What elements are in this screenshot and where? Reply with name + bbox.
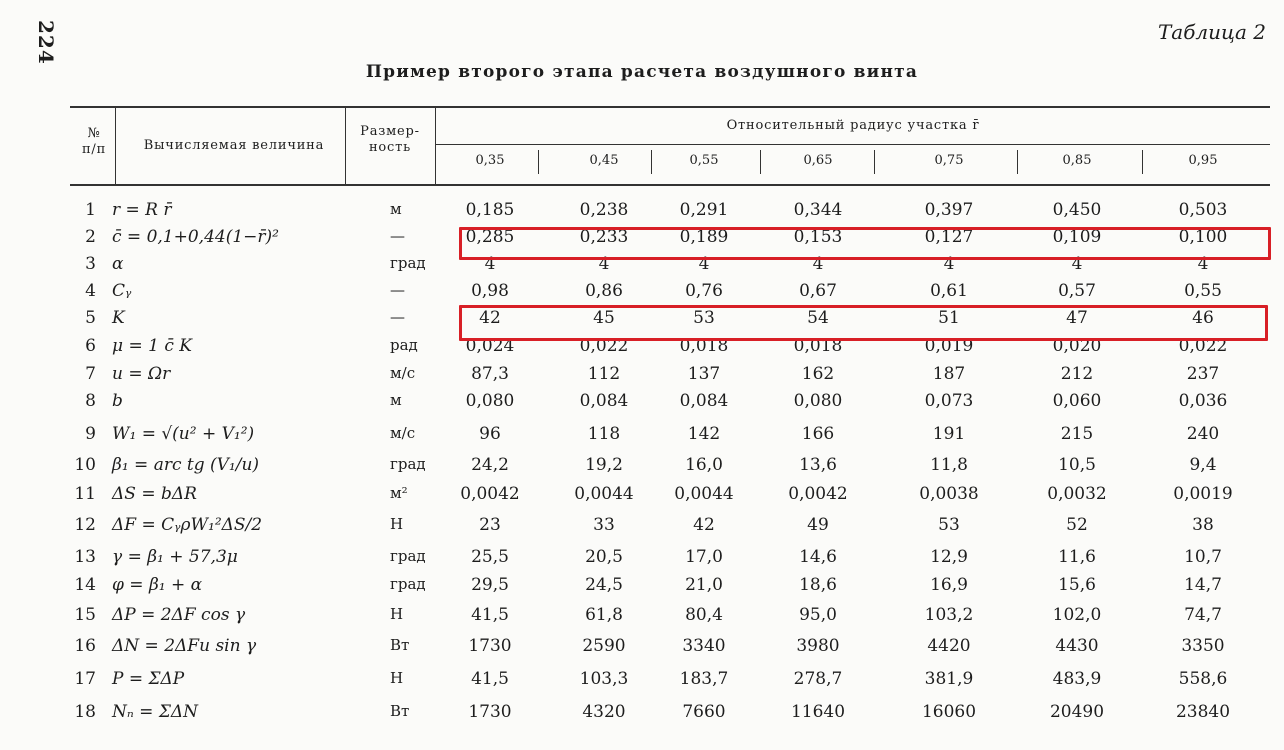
row-number: 13: [74, 547, 96, 567]
table-cell: 4: [1071, 254, 1083, 274]
table-cell: 137: [687, 364, 721, 384]
table-cell: 24,5: [585, 575, 623, 595]
table-cell: 0,185: [465, 200, 515, 220]
row-unit: м²: [390, 484, 408, 502]
table-cell: 103,3: [579, 669, 629, 689]
table-cell: 0,080: [465, 391, 515, 411]
table-cell: 142: [687, 424, 721, 444]
table-cell: 0,020: [1052, 336, 1102, 356]
row-formula: r = R r̄: [112, 200, 172, 220]
header-quantity: Вычисляемая величина: [143, 138, 325, 153]
row-number: 3: [85, 254, 96, 274]
table-cell: 0,76: [685, 281, 723, 301]
row-formula: ΔS = bΔR: [112, 484, 197, 504]
table-cell: 10,5: [1058, 455, 1096, 475]
table-cell: 0,019: [924, 336, 974, 356]
radius-header-0: 0,35: [475, 153, 505, 168]
table-row: [0, 424, 1284, 451]
header-bottom-rule: [70, 184, 1270, 186]
table-cell: 12,9: [930, 547, 968, 567]
table-cell: 0,073: [924, 391, 974, 411]
table-cell: 15,6: [1058, 575, 1096, 595]
table-cell: 237: [1186, 364, 1220, 384]
table-cell: 1730: [468, 702, 512, 722]
table-cell: 0,0044: [674, 484, 734, 504]
table-cell: 11,8: [930, 455, 968, 475]
table-cell: 0,109: [1052, 227, 1102, 247]
table-cell: 0,153: [793, 227, 843, 247]
table-cell: 0,0038: [919, 484, 979, 504]
table-cell: 52: [1066, 515, 1088, 535]
table-label: Таблица 2: [1157, 20, 1266, 44]
header-no: № п/п: [81, 126, 107, 157]
row-unit: град: [390, 575, 426, 593]
row-unit: град: [390, 455, 426, 473]
table-cell: 53: [938, 515, 960, 535]
table-cell: 0,127: [924, 227, 974, 247]
table-row: [0, 636, 1284, 663]
table-cell: 103,2: [924, 605, 974, 625]
table-title: Пример второго этапа расчета воздушного винта: [365, 62, 919, 82]
radius-divider-3: [874, 150, 875, 174]
table-row: [0, 455, 1284, 482]
table-cell: 558,6: [1178, 669, 1228, 689]
table-cell: 0,397: [924, 200, 974, 220]
table-cell: 20490: [1049, 702, 1105, 722]
table-cell: 2590: [582, 636, 626, 656]
table-cell: 0,285: [465, 227, 515, 247]
table-cell: 0,233: [579, 227, 629, 247]
row-formula: W₁ = √(u² + V₁²): [112, 424, 255, 444]
row-unit: Вт: [390, 636, 410, 654]
row-unit: Н: [390, 669, 404, 687]
top-rule: [70, 106, 1270, 108]
table-cell: 18,6: [799, 575, 837, 595]
table-cell: 0,291: [679, 200, 729, 220]
radius-divider-2: [760, 150, 761, 174]
table-cell: 0,450: [1052, 200, 1102, 220]
table-cell: 381,9: [924, 669, 974, 689]
row-number: 8: [85, 391, 96, 411]
row-formula: Cᵧ: [112, 281, 132, 301]
vrule-1: [115, 107, 116, 185]
radius-subrule: [436, 144, 1270, 145]
table-cell: 25,5: [471, 547, 509, 567]
table-cell: 61,8: [585, 605, 623, 625]
table-cell: 14,7: [1184, 575, 1222, 595]
table-cell: 212: [1060, 364, 1094, 384]
table-cell: 0,084: [679, 391, 729, 411]
table-cell: 11640: [790, 702, 846, 722]
radius-divider-5: [1142, 150, 1143, 174]
table-cell: 4: [812, 254, 824, 274]
radius-header-3: 0,65: [803, 153, 833, 168]
table-cell: 0,98: [471, 281, 509, 301]
table-row: [0, 391, 1284, 418]
table-cell: 4: [943, 254, 955, 274]
table-cell: 0,61: [930, 281, 968, 301]
table-row: [0, 575, 1284, 602]
table-cell: 33: [593, 515, 615, 535]
row-unit: град: [390, 547, 426, 565]
row-unit: —: [390, 281, 405, 299]
table-cell: 0,018: [679, 336, 729, 356]
table-cell: 0,0042: [460, 484, 520, 504]
table-cell: 41,5: [471, 669, 509, 689]
table-cell: 47: [1066, 308, 1088, 328]
table-row: [0, 605, 1284, 632]
table-cell: 14,6: [799, 547, 837, 567]
table-cell: 23840: [1175, 702, 1231, 722]
table-cell: 24,2: [471, 455, 509, 475]
row-formula: ΔN = 2ΔFu sin γ: [112, 636, 257, 656]
table-cell: 42: [479, 308, 501, 328]
row-number: 4: [85, 281, 96, 301]
row-formula: ΔF = CᵧρW₁²ΔS/2: [112, 515, 263, 535]
row-formula: c̄ = 0,1+0,44(1−r̄)²: [112, 227, 279, 247]
row-number: 15: [74, 605, 96, 625]
row-formula: P = ΣΔP: [112, 669, 185, 689]
table-cell: 74,7: [1184, 605, 1222, 625]
table-row: [0, 200, 1284, 227]
row-formula: γ = β₁ + 57,3μ: [112, 547, 238, 567]
page-number: 224: [34, 20, 58, 65]
table-cell: 21,0: [685, 575, 723, 595]
table-row: [0, 515, 1284, 542]
table-cell: 53: [693, 308, 715, 328]
radius-header-2: 0,55: [689, 153, 719, 168]
table-cell: 51: [938, 308, 960, 328]
table-cell: 0,55: [1184, 281, 1222, 301]
row-number: 10: [74, 455, 96, 475]
table-cell: 16060: [921, 702, 977, 722]
radius-divider-1: [651, 150, 652, 174]
table-cell: 183,7: [679, 669, 729, 689]
table-cell: 4320: [582, 702, 626, 722]
row-unit: Вт: [390, 702, 410, 720]
table-cell: 102,0: [1052, 605, 1102, 625]
highlight-row-5: [459, 305, 1268, 341]
table-cell: 23: [479, 515, 501, 535]
table-cell: 0,084: [579, 391, 629, 411]
table-cell: 240: [1186, 424, 1220, 444]
table-cell: 3340: [682, 636, 726, 656]
table-cell: 7660: [682, 702, 726, 722]
table-cell: 0,036: [1178, 391, 1228, 411]
row-formula: φ = β₁ + α: [112, 575, 203, 595]
table-cell: 3980: [796, 636, 840, 656]
table-cell: 0,67: [799, 281, 837, 301]
table-row: [0, 364, 1284, 391]
table-cell: 483,9: [1052, 669, 1102, 689]
table-cell: 162: [801, 364, 835, 384]
row-unit: —: [390, 227, 405, 245]
row-number: 7: [85, 364, 96, 384]
table-row: [0, 281, 1284, 308]
row-unit: Н: [390, 605, 404, 623]
header-unit: Размер- ность: [360, 124, 420, 155]
row-number: 6: [85, 336, 96, 356]
table-cell: 19,2: [585, 455, 623, 475]
table-cell: 0,100: [1178, 227, 1228, 247]
row-formula: ΔP = 2ΔF cos γ: [112, 605, 246, 625]
row-number: 5: [85, 308, 96, 328]
table-cell: 41,5: [471, 605, 509, 625]
table-cell: 187: [932, 364, 966, 384]
table-cell: 3350: [1181, 636, 1225, 656]
row-unit: —: [390, 308, 405, 326]
table-cell: 38: [1192, 515, 1214, 535]
row-unit: м: [390, 200, 402, 218]
table-cell: 95,0: [799, 605, 837, 625]
radius-header-4: 0,75: [934, 153, 964, 168]
table-cell: 11,6: [1058, 547, 1096, 567]
row-number: 14: [74, 575, 96, 595]
table-cell: 54: [807, 308, 829, 328]
table-cell: 166: [801, 424, 835, 444]
table-cell: 29,5: [471, 575, 509, 595]
table-cell: 9,4: [1189, 455, 1217, 475]
table-cell: 42: [693, 515, 715, 535]
table-cell: 4: [1197, 254, 1209, 274]
row-formula: μ = 1 c̄ K: [112, 336, 192, 356]
row-formula: Nₙ = ΣΔN: [112, 702, 198, 722]
radius-divider-4: [1017, 150, 1018, 174]
table-cell: 118: [587, 424, 621, 444]
table-cell: 0,080: [793, 391, 843, 411]
row-unit: Н: [390, 515, 404, 533]
table-cell: 4430: [1055, 636, 1099, 656]
table-cell: 0,57: [1058, 281, 1096, 301]
table-row: [0, 702, 1284, 729]
table-cell: 80,4: [685, 605, 723, 625]
table-cell: 0,238: [579, 200, 629, 220]
table-cell: 16,9: [930, 575, 968, 595]
table-cell: 0,024: [465, 336, 515, 356]
row-formula: α: [112, 254, 124, 274]
row-number: 9: [85, 424, 96, 444]
table-cell: 16,0: [685, 455, 723, 475]
table-cell: 0,0042: [788, 484, 848, 504]
table-cell: 0,503: [1178, 200, 1228, 220]
row-number: 16: [74, 636, 96, 656]
table-cell: 4: [484, 254, 496, 274]
row-number: 17: [74, 669, 96, 689]
table-cell: 0,060: [1052, 391, 1102, 411]
table-cell: 0,018: [793, 336, 843, 356]
table-cell: 4: [698, 254, 710, 274]
table-cell: 13,6: [799, 455, 837, 475]
table-cell: 191: [932, 424, 966, 444]
table-cell: 17,0: [685, 547, 723, 567]
table-cell: 20,5: [585, 547, 623, 567]
row-number: 11: [74, 484, 96, 504]
radius-header-6: 0,95: [1188, 153, 1218, 168]
table-row: [0, 484, 1284, 511]
row-formula: β₁ = arc tg (V₁/u): [112, 455, 260, 475]
table-cell: 215: [1060, 424, 1094, 444]
row-unit: м: [390, 391, 402, 409]
table-cell: 4420: [927, 636, 971, 656]
row-formula: b: [112, 391, 123, 411]
row-number: 12: [74, 515, 96, 535]
row-unit: рад: [390, 336, 418, 354]
row-formula: u = Ωr: [112, 364, 171, 384]
table-cell: 87,3: [471, 364, 509, 384]
header-radius: Относительный радиус участка r̄: [726, 118, 980, 133]
radius-header-1: 0,45: [589, 153, 619, 168]
table-row: [0, 547, 1284, 574]
table-cell: 4: [598, 254, 610, 274]
row-unit: м/с: [390, 364, 416, 382]
radius-header-5: 0,85: [1062, 153, 1092, 168]
table-cell: 1730: [468, 636, 512, 656]
table-cell: 0,86: [585, 281, 623, 301]
table-cell: 0,189: [679, 227, 729, 247]
table-cell: 10,7: [1184, 547, 1222, 567]
row-number: 2: [85, 227, 96, 247]
radius-divider-0: [538, 150, 539, 174]
highlight-row-2: [459, 227, 1271, 260]
table-cell: 46: [1192, 308, 1214, 328]
row-number: 18: [74, 702, 96, 722]
table-cell: 0,344: [793, 200, 843, 220]
table-cell: 49: [807, 515, 829, 535]
table-cell: 112: [587, 364, 621, 384]
table-cell: 0,022: [1178, 336, 1228, 356]
row-number: 1: [85, 200, 96, 220]
row-unit: град: [390, 254, 426, 272]
row-unit: м/с: [390, 424, 416, 442]
table-cell: 0,022: [579, 336, 629, 356]
table-cell: 0,0032: [1047, 484, 1107, 504]
table-cell: 96: [479, 424, 501, 444]
row-formula: K: [112, 308, 125, 328]
table-row: [0, 669, 1284, 696]
table-cell: 278,7: [793, 669, 843, 689]
table-cell: 0,0044: [574, 484, 634, 504]
table-cell: 0,0019: [1173, 484, 1233, 504]
table-cell: 45: [593, 308, 615, 328]
